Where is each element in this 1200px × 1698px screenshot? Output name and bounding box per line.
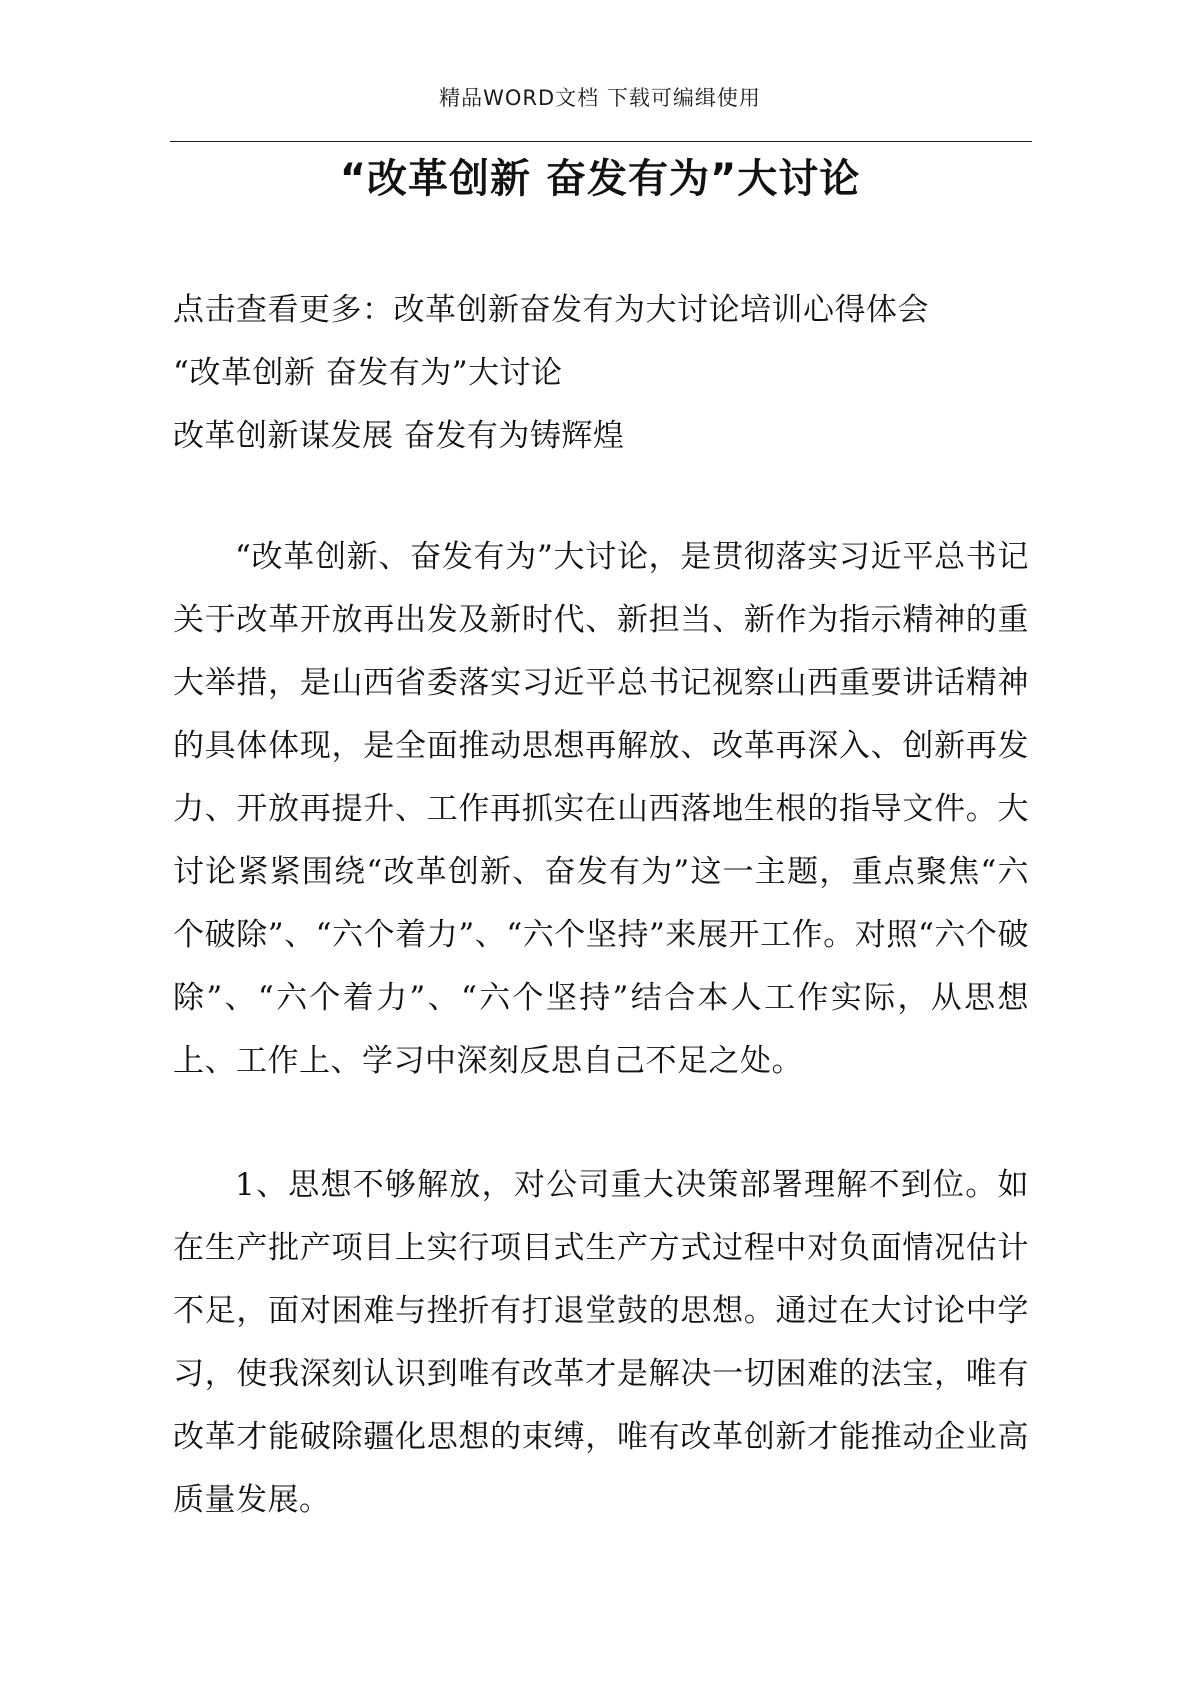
document-title: “改革创新 奋发有为”大讨论 <box>339 156 861 202</box>
body-paragraph-intro: “改革创新、奋发有为”大讨论，是贯彻落实习近平总书记关于改革开放再出发及新时代、新担当、新作为指示精神的重大举措，是山西省委落实习近平总书记视察山西重要讲话精神的具体体现，是全面推动思想再解放、改革再深入、创新再发力、开放再提升、工作再抓实在山西落地生根的指导文件。大讨论紧紧围绕“改革创新、奋发有为”这一主题，重点聚焦“六个破除”、“六个着力”、“六个坚持”来展开工作。对照“六个破除”、“六个着力”、“六个坚持”结合本人工作实际，从思想上、工作上、学习中深刻反思自己不足之处。 <box>173 539 1029 1079</box>
body-paragraph-point-1: 1、思想不够解放，对公司重大决策部署理解不到位。如在生产批产项目上实行项目式生产方式过程中对负面情况估计不足，面对困难与挫折有打退堂鼓的思想。通过在大讨论中学习，使我深刻认识到唯有改革才是解决一切困难的法宝，唯有改革才能破除疆化思想的束缚，唯有改革创新才能推动企业高质量发展。 <box>173 1167 1029 1518</box>
related-links <box>173 279 1029 468</box>
header-divider <box>170 141 1032 142</box>
related-link-more[interactable]: 点击查看更多：改革创新奋发有为大讨论培训心得体会 <box>173 292 929 328</box>
related-link-development[interactable]: 改革创新谋发展 奋发有为铸辉煌 <box>173 418 625 454</box>
related-link-discussion[interactable]: “改革创新 奋发有为”大讨论 <box>173 355 563 391</box>
page-header: 精品WORD文档 下载可编缉使用 <box>439 86 761 110</box>
